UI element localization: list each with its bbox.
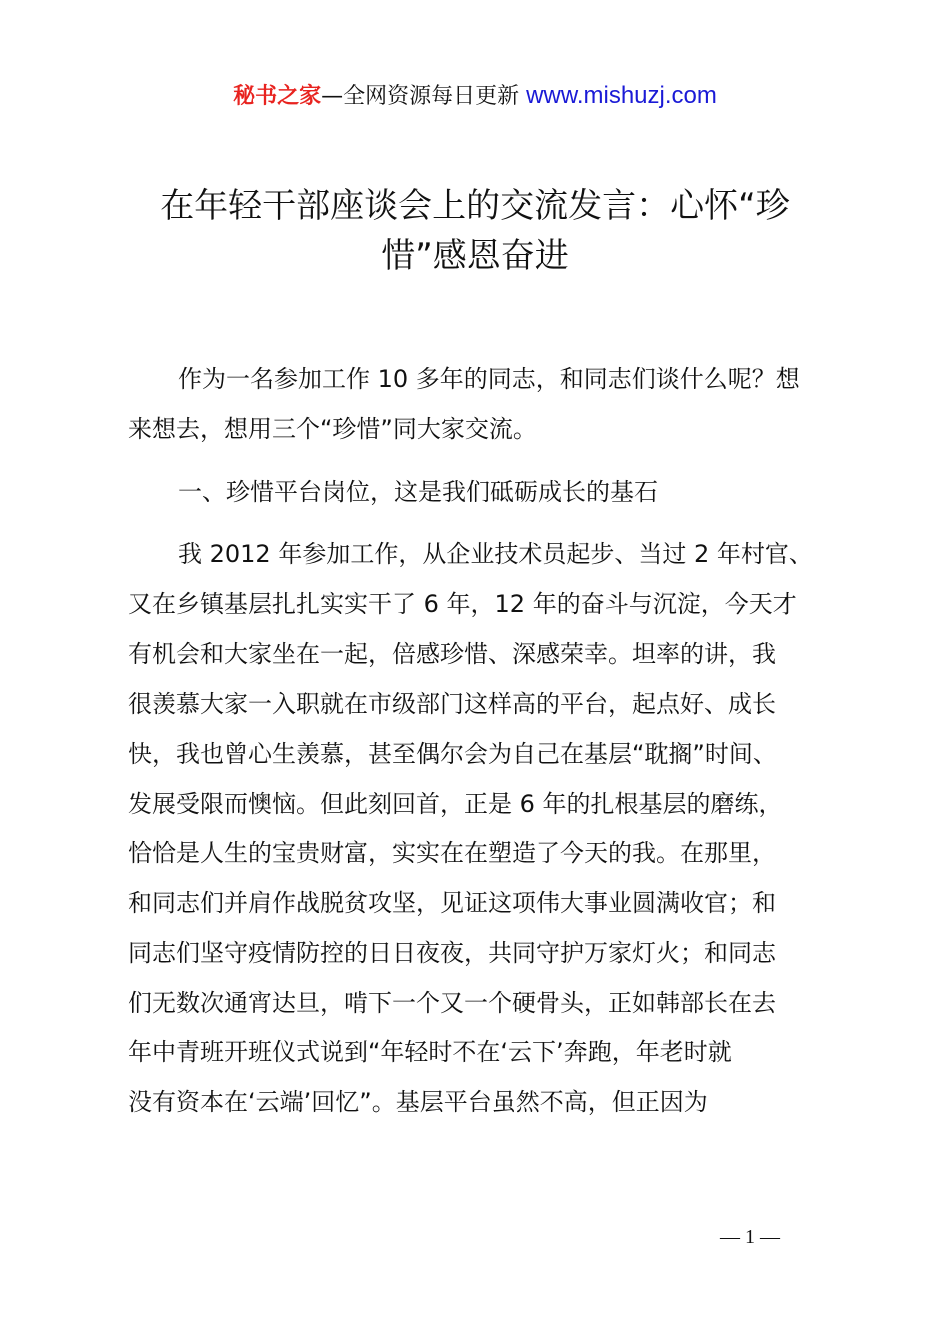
document-title-line-2: 惜”感恩奋进	[381, 236, 569, 276]
body-line: 发展受限而懊恼。但此刻回首，正是 6 年的扎根基层的磨练，	[128, 790, 783, 818]
page-number: — 1 —	[720, 1226, 780, 1248]
body-line: 和同志们并肩作战脱贫攻坚，见证这项伟大事业圆满收官；和	[128, 889, 776, 917]
body-line: 很羡慕大家一入职就在市级部门这样高的平台，起点好、成长	[128, 690, 776, 718]
brand-name: 秘书之家	[233, 84, 322, 109]
body-line: 年中青班开班仪式说到“年轻时不在‘云下’奔跑，年老时就	[128, 1038, 732, 1066]
body-line: 来想去，想用三个“珍惜”同大家交流。	[128, 415, 537, 443]
body-line: 没有资本在‘云端’回忆”。基层平台虽然不高，但正因为	[128, 1088, 708, 1116]
body-line: 有机会和大家坐在一起，倍感珍惜、深感荣幸。坦率的讲，我	[128, 640, 776, 668]
body-line: 我 2012 年参加工作，从企业技术员起步、当过 2 年村官、	[178, 540, 813, 568]
site-url[interactable]: www.mishuzj.com	[526, 82, 717, 109]
site-header	[0, 80, 950, 113]
section-heading: 一、珍惜平台岗位，这是我们砥砺成长的基石	[178, 478, 658, 506]
body-line: 快，我也曾心生羡慕，甚至偶尔会为自己在基层“耽搁”时间、	[128, 740, 777, 768]
body-line: 同志们坚守疫情防控的日日夜夜，共同守护万家灯火；和同志	[128, 939, 776, 967]
body-line: 作为一名参加工作 10 多年的同志，和同志们谈什么呢？想	[178, 365, 800, 393]
document-title-line-1: 在年轻干部座谈会上的交流发言：心怀“珍	[160, 186, 790, 226]
body-line: 又在乡镇基层扎扎实实干了 6 年，12 年的奋斗与沉淀，今天才	[128, 590, 797, 618]
body-line: 们无数次通宵达旦，啃下一个又一个硬骨头，正如韩部长在去	[128, 989, 776, 1017]
header-tagline: —全网资源每日更新	[321, 84, 527, 109]
body-line: 恰恰是人生的宝贵财富，实实在在塑造了今天的我。在那里，	[128, 839, 776, 867]
